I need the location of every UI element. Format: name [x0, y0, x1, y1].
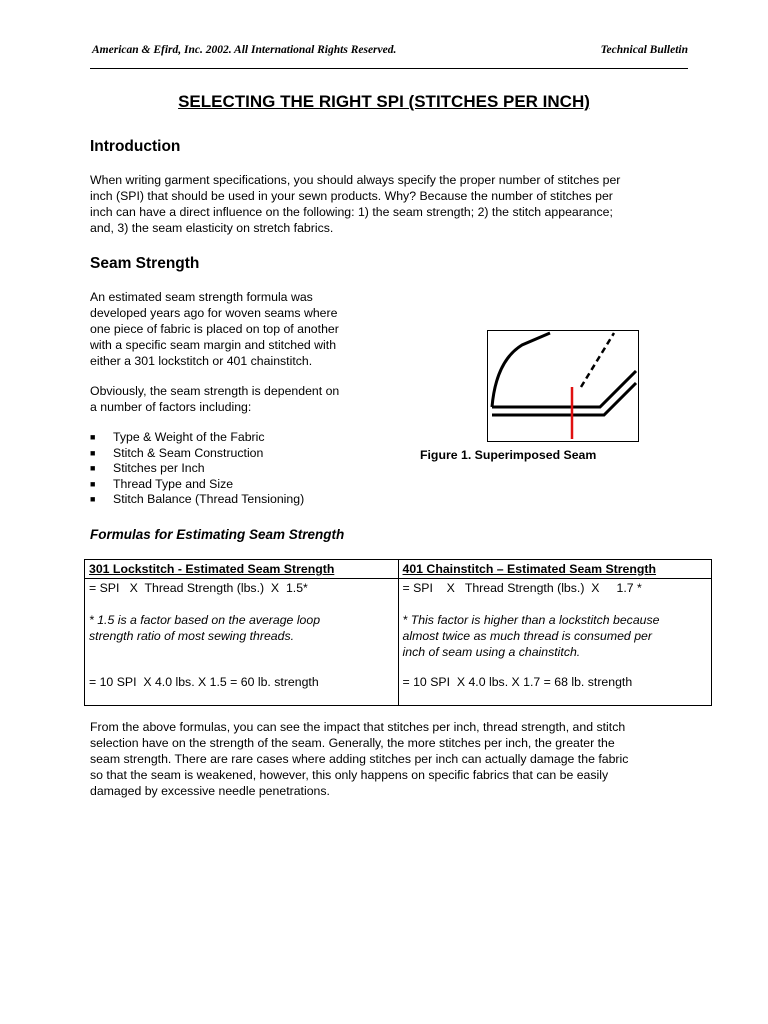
chainstitch-formula: = SPI X Thread Strength (lbs.) X 1.7 *	[402, 581, 642, 595]
chainstitch-cell	[398, 579, 712, 706]
list-item: ■ Stitch Balance (Thread Tensioning)	[90, 492, 305, 506]
list-item: ■ Stitches per Inch	[90, 461, 205, 475]
figure-caption: Figure 1. Superimposed Seam	[420, 448, 597, 462]
conclusion-text: From the above formulas, you can see the impact that stitches per inch, thread strength, and stitch selection have on the strength of the seam. Generally, the more stitches per inch, the greater the seam strength. There are rare cases where adding stitches per inch can actually damage the fabric so that the seam is weakened, however, this only happens on specific fabrics that can be easily damaged by excessive needle penetrations.	[90, 720, 629, 798]
list-item: ■ Type & Weight of the Fabric	[90, 430, 265, 444]
chainstitch-note: * This factor is higher than a lockstitch because almost twice as much thread is consumed per inch of seam using a chainstitch.	[402, 613, 660, 659]
bulletin-label: Technical Bulletin	[600, 44, 688, 56]
header-divider	[90, 68, 688, 69]
bullet-square-icon: ■	[90, 432, 96, 442]
chainstitch-header: 401 Chainstitch – Estimated Seam Strength	[398, 560, 712, 579]
lockstitch-cell	[85, 579, 399, 706]
page-title: SELECTING THE RIGHT SPI (STITCHES PER INCH)	[178, 92, 590, 111]
chainstitch-example: = 10 SPI X 4.0 lbs. X 1.7 = 68 lb. strength	[402, 675, 633, 689]
lockstitch-example: = 10 SPI X 4.0 lbs. X 1.5 = 60 lb. strength	[89, 675, 319, 689]
bullet-square-icon: ■	[90, 463, 96, 473]
bullet-square-icon: ■	[90, 494, 96, 504]
superimposed-seam-figure	[487, 330, 639, 442]
lockstitch-note: * 1.5 is a factor based on the average loop strength ratio of most sewing threads.	[89, 613, 321, 643]
bullet-square-icon: ■	[90, 478, 96, 489]
seam-strength-heading: Seam Strength	[90, 255, 200, 272]
lockstitch-header: 301 Lockstitch - Estimated Seam Strength	[85, 560, 399, 579]
list-item: ■ Thread Type and Size	[90, 476, 234, 491]
list-item: ■ Stitch & Seam Construction	[90, 445, 264, 460]
lockstitch-formula: = SPI X Thread Strength (lbs.) X 1.5*	[89, 581, 308, 595]
formula-table	[84, 559, 712, 706]
formulas-heading: Formulas for Estimating Seam Strength	[90, 527, 345, 542]
seam-strength-paragraph-2: Obviously, the seam strength is dependent on a number of factors including:	[90, 384, 340, 414]
seam-diagram-icon	[488, 331, 638, 441]
introduction-heading: Introduction	[90, 138, 181, 155]
factor-list	[90, 430, 304, 508]
copyright-text: American & Efird, Inc. 2002. All International Rights Reserved.	[92, 44, 397, 56]
page-header	[92, 44, 688, 60]
introduction-text: When writing garment specifications, you should always specify the proper number of stitches per inch (SPI) that should be used in your sewn products. Why? Because the number of stitches per inch can have a direct influence on the following: 1) the seam strength; 2) the stitch appearance; and, 3) the seam elasticity on stretch fabrics.	[90, 173, 621, 235]
bullet-square-icon: ■	[90, 447, 96, 458]
seam-strength-paragraph-1: An estimated seam strength formula was developed years ago for woven seams where one piece of fabric is placed on top of another with a specific seam margin and stitched with either a 301 lockstitch or 401 chainstitch.	[90, 290, 339, 368]
